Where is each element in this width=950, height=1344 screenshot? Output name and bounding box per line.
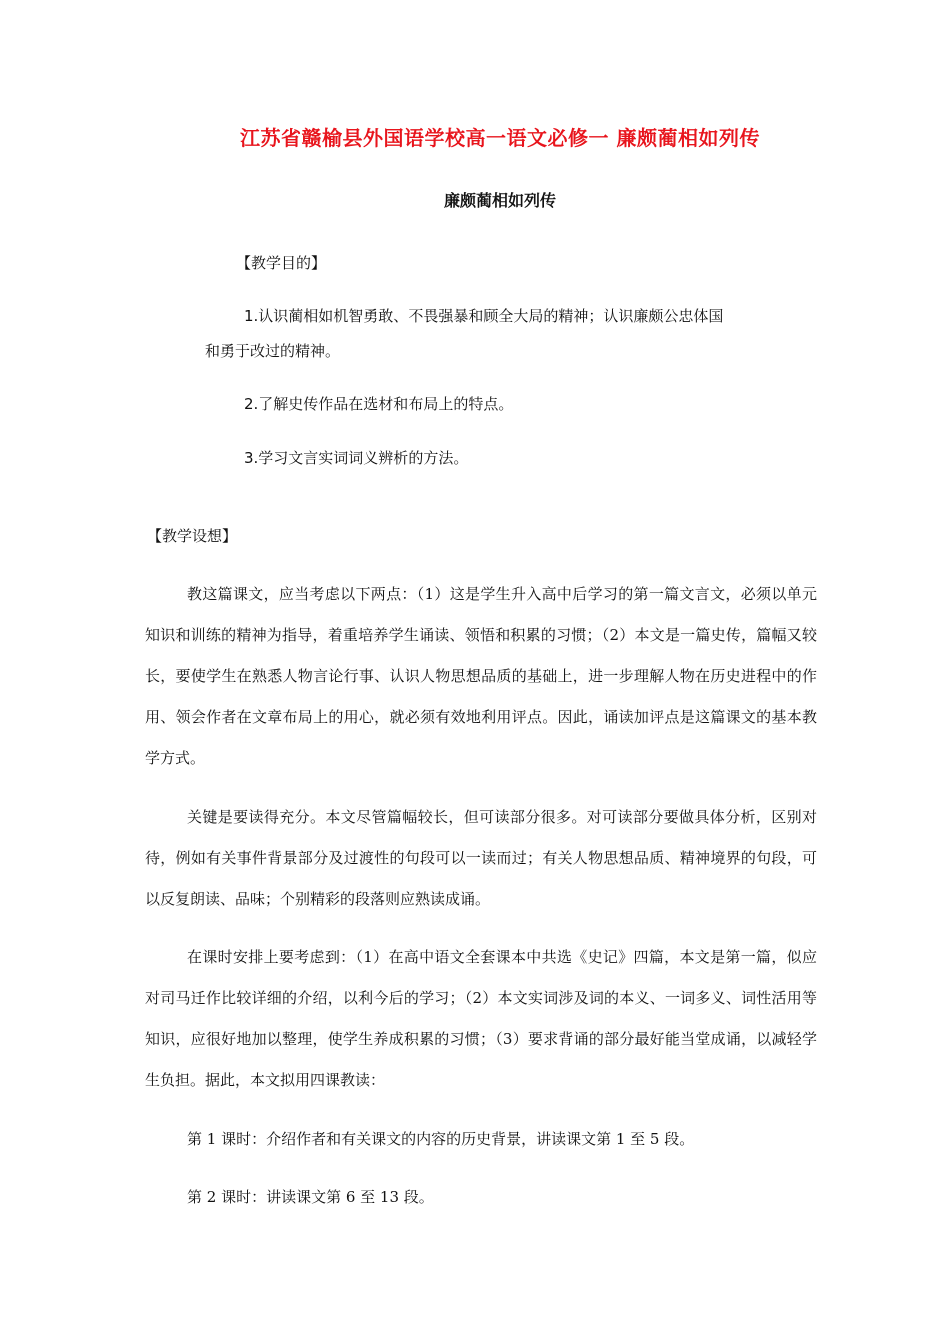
goal-2: 2.了解史传作品在选材和布局上的特点。 [244, 395, 514, 413]
teaching-goals-heading: 【教学目的】 [236, 254, 327, 272]
teaching-design-heading: 【教学设想】 [147, 527, 238, 545]
design-paragraph-2: 关键是要读得充分。本文尽管篇幅较长，但可读部分很多。对可读部分要做具体分析，区别对待，例如有关事件背景部分及过渡性的句段可以一读而过；有关人物思想品质、精神境界的句段，可以反复朗读、品味；个别精彩的段落则应熟读成诵。 [145, 808, 817, 908]
design-paragraph-1: 教这篇课文，应当考虑以下两点：（1）这是学生升入高中后学习的第一篇文言文，必须以单元知识和训练的精神为指导，着重培养学生诵读、领悟和积累的习惯；（2）本文是一篇史传，篇幅又较长，要使学生在熟悉人物言论行事、认识人物思想品质的基础上，进一步理解人物在历史进程中的作用、领会作者在文章布局上的用心，就必须有效地利用评点。因此，诵读加评点是这篇课文的基本教学方式。 [145, 585, 817, 767]
document-title: 江苏省赣榆县外国语学校高一语文必修一 廉颇蔺相如列传 [240, 126, 760, 150]
design-paragraph-3: 在课时安排上要考虑到：（1）在高中语文全套课本中共选《史记》四篇，本文是第一篇，似应对司马迁作比较详细的介绍，以利今后的学习；（2）本文实词涉及词的本义、一词多义、词性活用等知识，应很好地加以整理，使学生养成积累的习惯；（3）要求背诵的部分最好能当堂成诵，以减轻学生负担。据此，本文拟用四课教读： [145, 948, 817, 1089]
goal-1-line-2: 和勇于改过的精神。 [205, 342, 341, 360]
goal-1-line-1: 1.认识蔺相如机智勇敢、不畏强暴和顾全大局的精神；认识廉颇公忠体国 [244, 307, 724, 325]
lesson-plan-1: 第 1 课时：介绍作者和有关课文的内容的历史背景，讲读课文第 1 至 5 段。 [187, 1130, 695, 1148]
document-subtitle: 廉颇蔺相如列传 [443, 191, 556, 210]
lesson-plan-2: 第 2 课时：讲读课文第 6 至 13 段。 [187, 1188, 434, 1206]
goal-3: 3.学习文言实词词义辨析的方法。 [244, 449, 469, 467]
